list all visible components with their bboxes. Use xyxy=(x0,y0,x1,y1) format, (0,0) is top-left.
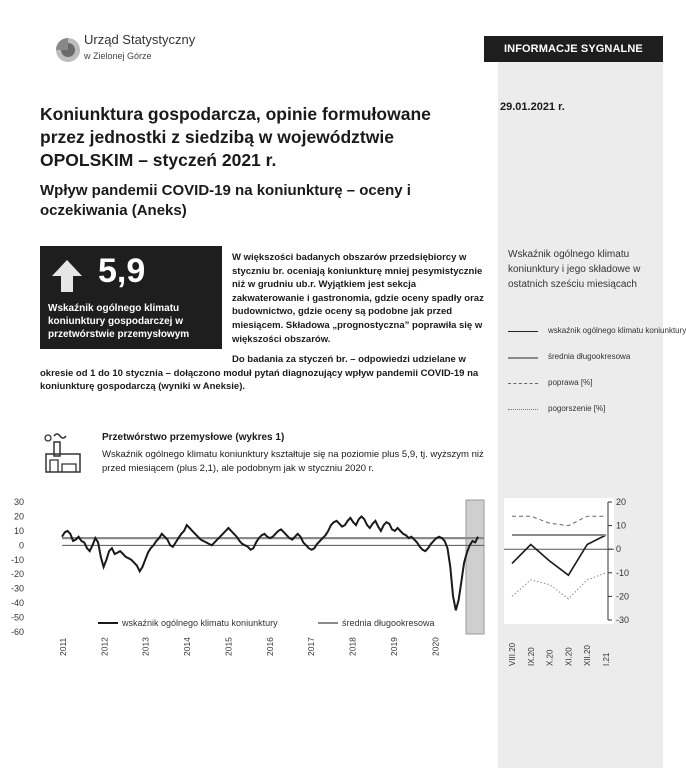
series-index-line xyxy=(62,516,478,610)
y-tick-label: -30 xyxy=(10,583,24,594)
x-tick-label: XI.20 xyxy=(564,647,574,666)
survey-paragraph-text: Do badania za styczeń br. – odpowiedzi udzielane w okresie od 1 do 10 stycznia – dołączono moduł pytań diagnozujący wpływ pandemii COVID-19 na koniunkturę gospodarczą (wyniki w Aneksie). xyxy=(40,354,479,393)
legend-swatch xyxy=(508,357,538,359)
y-tick-label: 0 xyxy=(616,544,622,555)
main-chart xyxy=(0,490,482,660)
page-title: Koniunktura gospodarcza, opinie formułowane przez jednostki z siedzibą w województwie OPOLSKIM – styczeń 2021 r. xyxy=(40,104,431,170)
x-tick-label: 2019 xyxy=(388,637,399,656)
legend-label: wskaźnik ogólnego klimatu koniunktury xyxy=(548,326,686,335)
publication-date: 29.01.2021 r. xyxy=(500,101,565,113)
sidebar-chart xyxy=(480,490,663,668)
kpi-box xyxy=(40,246,222,349)
y-tick-label: 30 xyxy=(13,497,24,507)
sidebar-chart-area xyxy=(504,498,614,624)
x-tick-label: I.21 xyxy=(602,652,611,666)
arrow-up-icon xyxy=(50,258,84,294)
x-tick-label: 2016 xyxy=(264,637,275,656)
legend-swatch xyxy=(508,409,538,410)
x-tick-label: 2015 xyxy=(223,637,234,656)
legend-label: poprawa [%] xyxy=(548,378,593,387)
legend-swatch xyxy=(508,331,538,332)
x-tick-label: XII.20 xyxy=(583,645,593,666)
x-tick-label: 2017 xyxy=(306,637,317,656)
y-tick-label: -50 xyxy=(10,612,24,623)
legend-swatch xyxy=(508,383,538,384)
sidebar-title: Wskaźnik ogólnego klimatu koniunktury i jego składowe w ostatnich sześciu miesiącach xyxy=(508,249,641,290)
factory-icon xyxy=(40,430,86,476)
legend-label: pogorszenie [%] xyxy=(548,404,606,413)
x-tick-label: 2011 xyxy=(58,637,68,656)
kpi-value: 5,9 xyxy=(98,252,146,290)
legend-label-average: średnia długookresowa xyxy=(342,618,435,628)
section-title: Przetwórstwo przemysłowe (wykres 1) xyxy=(102,432,285,443)
y-tick-label: 0 xyxy=(18,540,24,551)
summary-paragraph: W większości badanych obszarów przedsiębiorcy w styczniu br. oceniają koniunkturę mniej pesymistycznie niż w grudniu ub.r. Wyjątkiem jest sekcja zakwaterowanie i gastronomia, gdzie oceny spadły oraz budownictwo, gdzie oceny są podobne jak przed miesiącem. Składowa „prognostyczna” poprawiła się w większości obszarów. xyxy=(232,252,484,345)
y-tick-label: 20 xyxy=(616,497,627,507)
legend-label: średnia długookresowa xyxy=(548,352,631,361)
x-tick-label: 2014 xyxy=(182,637,193,656)
x-tick-label: VIII.20 xyxy=(508,642,517,666)
y-tick-label: -30 xyxy=(616,615,630,625)
legend-label-index: wskaźnik ogólnego klimatu koniunktury xyxy=(122,618,278,628)
x-tick-label: 2018 xyxy=(347,637,358,656)
logo-line2: w Zielonej Górze xyxy=(84,51,152,61)
survey-paragraph xyxy=(40,353,484,394)
y-tick-label: -10 xyxy=(10,554,24,565)
publication-badge: INFORMACJE SYGNALNE xyxy=(484,36,663,62)
section-body: Wskaźnik ogólnego klimatu koniunktury kształtuje się na poziomie plus 5,9, tj. wyższym niż przed miesiącem (plus 2,1), ale podobnym jak w styczniu 2020 r. xyxy=(102,449,484,474)
page-subtitle: Wpływ pandemii COVID-19 na koniunkturę – oceny i oczekiwania (Aneks) xyxy=(40,182,411,219)
kpi-label: Wskaźnik ogólnego klimatu koniunktury gospodarczej w przetwórstwie przemysłowym xyxy=(48,303,190,340)
x-tick-label: IX.20 xyxy=(526,647,536,666)
x-tick-label: 2020 xyxy=(430,637,441,656)
y-tick-label: -20 xyxy=(10,569,24,580)
y-tick-label: 10 xyxy=(13,525,24,536)
logo-line1: Urząd Statystyczny xyxy=(84,32,196,47)
y-tick-label: -10 xyxy=(616,567,630,578)
y-tick-label: 10 xyxy=(616,520,627,531)
y-tick-label: -40 xyxy=(10,598,24,609)
y-tick-label: -60 xyxy=(10,627,24,637)
y-tick-label: 20 xyxy=(13,511,24,522)
x-tick-label: 2012 xyxy=(99,637,110,656)
x-tick-label: X.20 xyxy=(545,649,555,666)
y-tick-label: -20 xyxy=(616,591,630,602)
x-tick-label: 2013 xyxy=(140,637,151,656)
